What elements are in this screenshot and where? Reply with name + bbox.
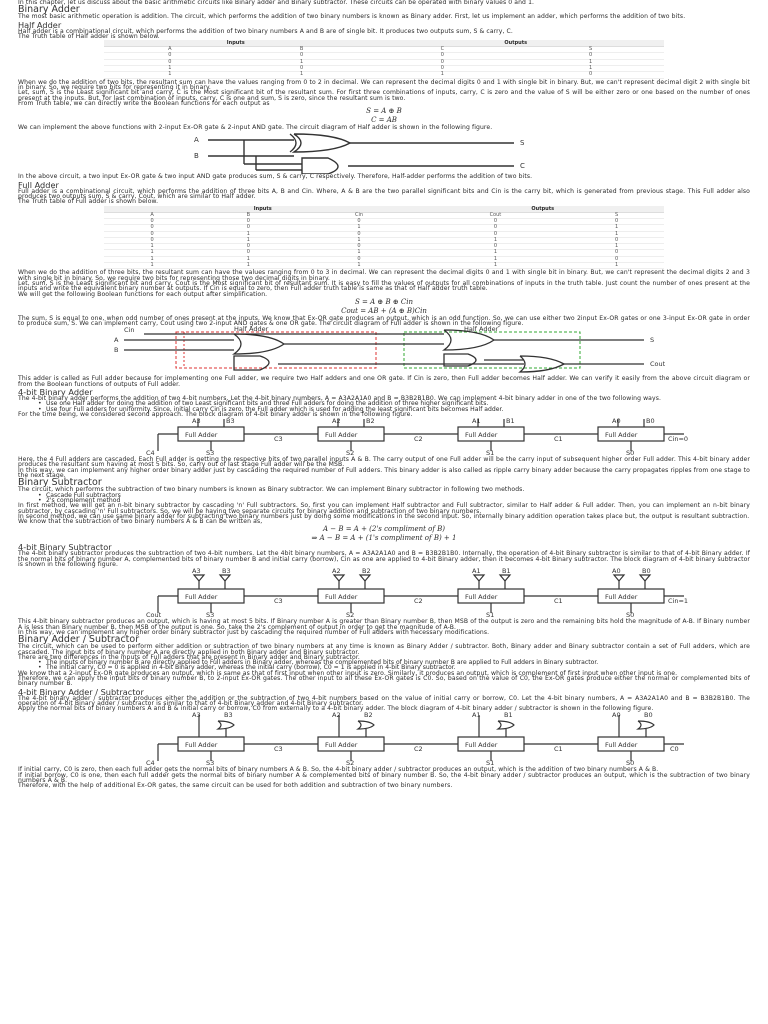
section-title-full-adder: Full Adder bbox=[18, 179, 59, 190]
svg-text:S2: S2 bbox=[346, 759, 355, 768]
full-adder-truth-table bbox=[104, 206, 664, 270]
table-row: 1 1 0 1 0 bbox=[104, 256, 664, 262]
addsub-intro: The circuit, which can be used to perform either addition or subtraction of two binary numbers at any time is known as Binary Adder / subtractor. Both, Binary adder and Binary subtractor contain a set of Full adders, which are cascaded. The input bits of binary number A are directly applied in both Binary adder and Binary subtractor. bbox=[18, 643, 750, 656]
half-adder-sum-carry: Let, sum, S is the Least significant bit and carry, C is the Most significant bit of the resultant sum. For first three combinations of inputs, carry, C is zero and the value of S will be either zero or one based on the number of ones present at the inputs. But, for last combination of inputs, carry, C is one and sum, S is zero, since the resultant sum is two. bbox=[18, 89, 750, 102]
svg-text:A0: A0 bbox=[612, 417, 621, 426]
full-adder-truth-intro: The Truth table of Full adder is shown below. bbox=[18, 198, 159, 206]
subtractor-intro: The circuit, which performs the subtraction of two binary numbers is known as Binary subtractor. We can implement Binary subtractor in following two methods. bbox=[18, 486, 525, 494]
subtractor-method2: In second method, we can use same binary adder for subtracting two binary numbers just by doing some modifications in the second input. So, internally binary addition operation takes place but, the output is resultant subtraction. bbox=[18, 512, 750, 520]
svg-text:A2: A2 bbox=[332, 711, 341, 720]
svg-text:B1: B1 bbox=[504, 711, 513, 720]
svg-text:C4: C4 bbox=[146, 449, 155, 458]
equation-sum: S = A ⊕ B bbox=[366, 107, 402, 116]
full-adder-sum-carry: Let, sum, S is the Least significant bit and carry, Cout is the Most significant bit of resultant sum. It is easy to fill the values of outputs for all combinations of inputs in the truth table. Just count the number of ones present at the inputs and write the equivalent binary number at outputs. If Cin is equal to zero, then Full adder truth table is same as that of Half adder truth table. bbox=[18, 279, 750, 293]
table-header: A bbox=[104, 212, 200, 218]
table-group-outputs: Outputs bbox=[368, 40, 665, 47]
section-title-adder-subtractor: Binary Adder / Subtractor bbox=[18, 634, 140, 646]
svg-text:A2: A2 bbox=[332, 567, 341, 576]
addsub4-subtraction: If initial borrow, C0 is one, then each full adder gets the normal bits of binary number A & complemented bits of binary number B. So, the 4-bit binary adder / subtractor produces an output, which is the subtraction of two binary numbers A & B. bbox=[18, 771, 750, 785]
svg-text:B3: B3 bbox=[224, 711, 233, 720]
block-label: Full Adder bbox=[605, 431, 638, 440]
fig-label-s: S bbox=[520, 139, 525, 148]
svg-text:B1: B1 bbox=[502, 567, 511, 576]
svg-text:S1: S1 bbox=[486, 611, 495, 620]
fig-label-half-adder-1: Half Adder bbox=[234, 326, 269, 334]
svg-text:B2: B2 bbox=[362, 567, 371, 576]
svg-text:C1: C1 bbox=[554, 597, 563, 606]
svg-text:B1: B1 bbox=[506, 417, 515, 426]
svg-text:S3: S3 bbox=[206, 759, 215, 768]
fig-label-b: B bbox=[114, 346, 119, 355]
block-label: Full Adder bbox=[325, 741, 358, 750]
table-header: A bbox=[104, 47, 236, 53]
table-row: 0 0 0 0 bbox=[104, 53, 664, 59]
fig-label-cin: Cin bbox=[124, 326, 135, 335]
table-row: 0 0 0 0 0 bbox=[104, 218, 664, 224]
intro-paragraph: In this chapter, let us discuss about the basic arithmetic circuits like Binary adder and Binary subtractor. These circuits can be operated with binary values 0 and 1. bbox=[18, 0, 535, 6]
addsub-exor-apply: Therefore, we can apply the input bits of binary number B, to 2-input Ex-OR gates. The other input to all these Ex-OR gates is C0. So, based on the value of C0, the Ex-OR gates produce either the normal or complemented bits of binary number B. bbox=[18, 675, 750, 688]
equation-full-carry: Cout = AB + (A ⊕ B)Cin bbox=[341, 306, 427, 315]
svg-text:A0: A0 bbox=[612, 711, 621, 720]
full-adder-summary: This adder is called as Full adder because for implementing one Full adder, we require two Half adders and one OR gate. If Cin is zero, then Full adder becomes Half adder. We can verify it easily from the above circuit diagram or from the Boolean functions of outputs of Full adder. bbox=[18, 375, 750, 388]
adder4-cascade: Here, the 4 Full adders are cascaded. Each Full adder is getting the respective bits of two parallel inputs A & B. The carry output of one Full adder will be the carry input of subsequent higher order Full adder. This 4-bit binary adder produces the resultant sum having at most 5 bits. So, carry out of last stage Full adder will be the MSB. bbox=[18, 456, 750, 469]
table-group-outputs: Outputs bbox=[422, 206, 664, 213]
svg-text:Cin=0: Cin=0 bbox=[668, 435, 689, 444]
full-adder-circuit-diagram bbox=[84, 326, 684, 376]
table-row: 1 1 1 0 bbox=[104, 72, 664, 78]
section-title-4bit-adder-subtractor: 4-bit Binary Adder / Subtractor bbox=[18, 686, 144, 697]
block-label: Full Adder bbox=[465, 593, 498, 602]
equation-full-sum: S = A ⊕ B ⊕ Cin bbox=[354, 297, 414, 306]
table-header: Cin bbox=[296, 212, 421, 218]
svg-text:A1: A1 bbox=[472, 417, 481, 426]
sub4-intro: The 4-bit binary subtractor produces the subtraction of two 4-bit numbers. Let the 4bit binary numbers, A = A3A2A1A0 and B = B3B2B1B0. Internally, the operation of 4-bit Binary subtractor is similar to that of 4-bit Binary adder. If the normal bits of binary number A, complemented bits of binary number B and initial carry (borrow), Cin as one are applied to 4-bit Binary adder, then it becomes 4-bit Binary subtractor. The block diagram of 4-bit binary subtractor is shown in the following figure. bbox=[18, 550, 750, 569]
table-row: 1 0 1 1 0 bbox=[104, 250, 664, 256]
subtractor-identity-intro: We know that the subtraction of two binary numbers A & B can be written as, bbox=[18, 518, 263, 526]
svg-text:S2: S2 bbox=[346, 449, 355, 458]
svg-text:A2: A2 bbox=[332, 417, 341, 426]
block-label: Full Adder bbox=[185, 593, 218, 602]
addsub4-block-intro: Apply the normal bits of binary numbers A and B & initial carry or borrow, C0 from externally to a 4-bit binary adder. The block diagram of 4-bit binary adder / subtractor is shown in the following figure. bbox=[18, 705, 654, 713]
adder4-intro: The 4-bit binary adder performs the addition of two 4-bit numbers. Let the 4-bit binary numbers, A = A3A2A1A0 and B = B3B2B1B0. We can implement 4-bit binary adder in one of the two following ways. bbox=[18, 394, 662, 402]
table-header: C bbox=[368, 47, 518, 53]
block-label: Full Adder bbox=[605, 741, 638, 750]
svg-text:C1: C1 bbox=[554, 435, 563, 444]
svg-text:C3: C3 bbox=[274, 745, 283, 754]
section-title-4bit-subtractor: 4-bit Binary Subtractor bbox=[18, 542, 112, 553]
half-adder-circuit-diagram bbox=[184, 130, 584, 174]
section-title-4bit-adder: 4-bit Binary Adder bbox=[18, 386, 93, 397]
svg-text:Cout: Cout bbox=[146, 611, 162, 620]
adder4-block-diagram bbox=[74, 417, 694, 457]
svg-text:C2: C2 bbox=[414, 597, 423, 606]
table-header: B bbox=[236, 47, 368, 53]
svg-text:C3: C3 bbox=[274, 435, 283, 444]
fig-label-a: A bbox=[194, 136, 199, 145]
equation-1s-complement: ⇒ A − B = A + (1's compliment of B) + 1 bbox=[311, 534, 457, 543]
svg-text:S3: S3 bbox=[206, 611, 215, 620]
svg-text:B0: B0 bbox=[646, 417, 655, 426]
block-label: Full Adder bbox=[465, 741, 498, 750]
svg-text:A3: A3 bbox=[192, 417, 201, 426]
full-adder-definition: Full adder is a combinational circuit, which performs the addition of three bits A, B and Cin. Where, A & B are the two parallel significant bits and Cin is the carry bit, which is generated from previous stage. This Full adder also produces two outputs sum, S & carry, Cout, which are similar to Half adder. bbox=[18, 187, 750, 201]
block-label: Full Adder bbox=[185, 741, 218, 750]
svg-text:S0: S0 bbox=[626, 759, 635, 768]
half-adder-summary: In the above circuit, a two input Ex-OR gate & two input AND gate produces sum, S & carry, C respectively. Therefore, Half-adder performs the addition of two bits. bbox=[18, 173, 533, 181]
sub4-cascade: In this way, we can implement any higher order binary subtractor just by cascading the required number of Full adders with necessary modifications. bbox=[18, 628, 490, 636]
list-item: • The inputs of binary number B are directly applied to Full adders in Binary adder, whereas the complemented bits of binary number B are applied to Full adders in Binary subtractor. bbox=[46, 660, 750, 665]
svg-text:A0: A0 bbox=[612, 567, 621, 576]
addsub4-block-diagram bbox=[74, 711, 694, 767]
section-title-binary-subtractor: Binary Subtractor bbox=[18, 477, 102, 489]
section-title-binary-adder: Binary Adder bbox=[18, 4, 80, 16]
table-row: 0 1 0 1 bbox=[104, 59, 664, 65]
svg-text:C2: C2 bbox=[414, 435, 423, 444]
svg-text:S0: S0 bbox=[626, 449, 635, 458]
half-adder-definition: Half adder is a combinational circuit, which performs the addition of two binary numbers A and B are of single bit. It produces two outputs sum, S & carry, C. bbox=[18, 27, 513, 35]
fig-label-a: A bbox=[114, 336, 119, 345]
table-header: Cout bbox=[422, 212, 570, 218]
svg-text:A3: A3 bbox=[192, 567, 201, 576]
list-item: • Use four Full adders for uniformity. Since, initial carry Cin is zero, the Full adder which is used for adding the least significant bits becomes Half adder. bbox=[46, 407, 750, 412]
full-adder-range: When we do the addition of three bits, the resultant sum can have the values ranging from 0 to 3 in decimal. We can represent the decimal digits 0 and 1 with single bit in binary. But, we can't represent the decimal digits 2 and 3 with single bit in binary. So, we require two bits for representing those two decimal digits in binary. bbox=[18, 269, 750, 282]
equation-carry: C = AB bbox=[371, 116, 397, 125]
subtractor-method1: In first method, we will get an n-bit binary subtractor by cascading 'n' Full subtractors. So, first you can implement Half subtractor and Full subtractor, similar to Half adder & Full adder. Then, you can implement an n-bit binary subtractor, by cascading 'n' Full subtractors. So, we will be having two separate circuits for binary addition and subtraction of two binary numbers. bbox=[18, 502, 750, 515]
table-row: 1 0 0 1 bbox=[104, 66, 664, 72]
table-row: 0 1 1 1 0 bbox=[104, 237, 664, 243]
svg-text:S1: S1 bbox=[486, 449, 495, 458]
svg-text:S0: S0 bbox=[626, 611, 635, 620]
sub4-block-diagram bbox=[74, 567, 694, 619]
sub4-output: This 4-bit binary subtractor produces an output, which is having at most 5 bits. If Binary number A is greater than Binary number B, then MSB of the output is zero and the remaining bits hold the magnitude of A-B. If Binary number A is less than Binary number B, then MSB of the output is one. So, take the 2's complement of output in order to get the magnitude of A-B. bbox=[18, 618, 750, 631]
table-row: 1 1 1 1 1 bbox=[104, 263, 664, 269]
block-label: Full Adder bbox=[605, 593, 638, 602]
svg-text:S1: S1 bbox=[486, 759, 495, 768]
addsub4-addition: If initial carry, C0 is zero, then each full adder gets the normal bits of binary numbers A & B. So, the 4-bit binary adder / subtractor produces an output, which is the addition of two binary numbers A & B. bbox=[18, 766, 659, 774]
table-header: B bbox=[200, 212, 296, 218]
svg-text:A3: A3 bbox=[192, 711, 201, 720]
fig-label-cout: Cout bbox=[650, 360, 666, 369]
svg-text:C2: C2 bbox=[414, 745, 423, 754]
svg-text:B3: B3 bbox=[226, 417, 235, 426]
svg-text:Cin=1: Cin=1 bbox=[668, 597, 689, 606]
svg-text:A1: A1 bbox=[472, 711, 481, 720]
svg-text:B0: B0 bbox=[644, 711, 653, 720]
block-label: Full Adder bbox=[185, 431, 218, 440]
addsub-exor: We know that a 2-input Ex-OR gate produces an output, which is same as that of first input when other input is zero. Similarly, it produces an output, which is complement of first input when other input is one. bbox=[18, 669, 678, 677]
fig-label-b: B bbox=[194, 152, 199, 161]
block-label: Full Adder bbox=[325, 593, 358, 602]
full-adder-impl: The sum, S is equal to one, when odd number of ones present at the inputs. We know that Ex-OR gate produces an output, which is an odd function. So, we can use either two 2input Ex-OR gates or one 3-input Ex-OR gate in order to produce sum, S. We can implement carry, Cout using two 2-input AND gates & one OR gate. The circuit diagram of Full adder is shown in the following figure. bbox=[18, 314, 750, 328]
svg-text:B0: B0 bbox=[642, 567, 651, 576]
fig-label-half-adder-2: Half Adder bbox=[464, 326, 499, 334]
half-adder-truth-table bbox=[104, 40, 664, 78]
fig-label-s: S bbox=[650, 336, 655, 345]
fig-label-c: C bbox=[520, 162, 525, 171]
table-group-inputs: Inputs bbox=[104, 206, 422, 213]
table-header: S bbox=[569, 212, 664, 218]
table-row: 0 0 1 0 1 bbox=[104, 225, 664, 231]
svg-text:B3: B3 bbox=[222, 567, 231, 576]
svg-text:C3: C3 bbox=[274, 597, 283, 606]
addsub4-intro: The 4-bit binary adder / subtractor produces either the addition or the subtraction of two 4-bit numbers based on the value of initial carry or borrow, C0. Let the 4-bit binary numbers, A = A3A2A1A0 and B = B3B2B1B0. The operation of 4-bit Binary adder / subtractor is similar to that of 4-bit Binary adder and 4-bit Binary subtractor. bbox=[18, 694, 750, 707]
list-item: • The initial carry, C0 = 0 is applied in 4-bit Binary adder, whereas the initial carry (borrow), C0 = 1 is applied in 4-bit Binary subtractor. bbox=[46, 665, 750, 670]
half-adder-boolean-intro: From Truth table, we can directly write the Boolean functions for each output as bbox=[18, 99, 270, 107]
list-item: • Use one Half adder for doing the addition of two Least significant bits and three Full adders for doing the addition of three higher significant bits. bbox=[46, 401, 750, 406]
svg-text:S2: S2 bbox=[346, 611, 355, 620]
full-adder-boolean-intro: We will get the following Boolean functions for each output after simplification. bbox=[18, 290, 268, 298]
svg-text:S3: S3 bbox=[206, 449, 215, 458]
svg-text:C4: C4 bbox=[146, 759, 155, 768]
list-item: • 2's complement method bbox=[46, 498, 750, 503]
half-adder-truth-intro: The Truth table of Half adder is shown below. bbox=[18, 32, 160, 40]
half-adder-impl: We can implement the above functions with 2-input Ex-OR gate & 2-input AND gate. The circuit diagram of Half adder is shown in the following figure. bbox=[18, 124, 493, 132]
svg-text:B2: B2 bbox=[366, 417, 375, 426]
addsub4-summary: Therefore, with the help of additional Ex-OR gates, the same circuit can be used for both addition and subtraction of two binary numbers. bbox=[18, 782, 453, 790]
section-title-half-adder: Half Adder bbox=[18, 19, 62, 30]
svg-text:B2: B2 bbox=[364, 711, 373, 720]
addsub-differences: There are two differences in the inputs of Full adders that are present in Binary adder and Binary subtractor. bbox=[18, 653, 360, 661]
block-label: Full Adder bbox=[465, 431, 498, 440]
list-item: • Cascade Full subtractors bbox=[46, 493, 750, 498]
table-row: 1 0 0 0 1 bbox=[104, 244, 664, 250]
svg-text:C1: C1 bbox=[554, 745, 563, 754]
table-group-inputs: Inputs bbox=[104, 40, 368, 47]
adder4-block-intro: For the time being, we considered second approach. The block diagram of 4-bit binary adder is shown in the following figure. bbox=[18, 410, 413, 418]
svg-text:C0: C0 bbox=[670, 745, 679, 754]
binary-adder-intro: The most basic arithmetic operation is addition. The circuit, which performs the addition of two binary numbers is known as Binary adder. First, let us implement an adder, which performs the addition of two bits. bbox=[18, 13, 686, 21]
table-row: 0 1 0 0 1 bbox=[104, 231, 664, 237]
adder4-ripple: In this way, we can implement any higher order binary adder just by cascading the required number of Full adders. This binary adder is also called as ripple carry binary adder because the carry propagates ripples from one stage to the next stage. bbox=[18, 466, 750, 480]
table-header: S bbox=[517, 47, 664, 53]
half-adder-range: When we do the addition of two bits, the resultant sum can have the values ranging from 0 to 2 in decimal. We can represent the decimal digits 0 and 1 with single bit in binary. But, we can't represent decimal digit 2 with single bit in binary. So, we require two bits for representing it in binary. bbox=[18, 78, 750, 91]
equation-2s-complement: A − B = A + (2's compliment of B) bbox=[322, 525, 446, 534]
svg-text:A1: A1 bbox=[472, 567, 481, 576]
block-label: Full Adder bbox=[325, 431, 358, 440]
